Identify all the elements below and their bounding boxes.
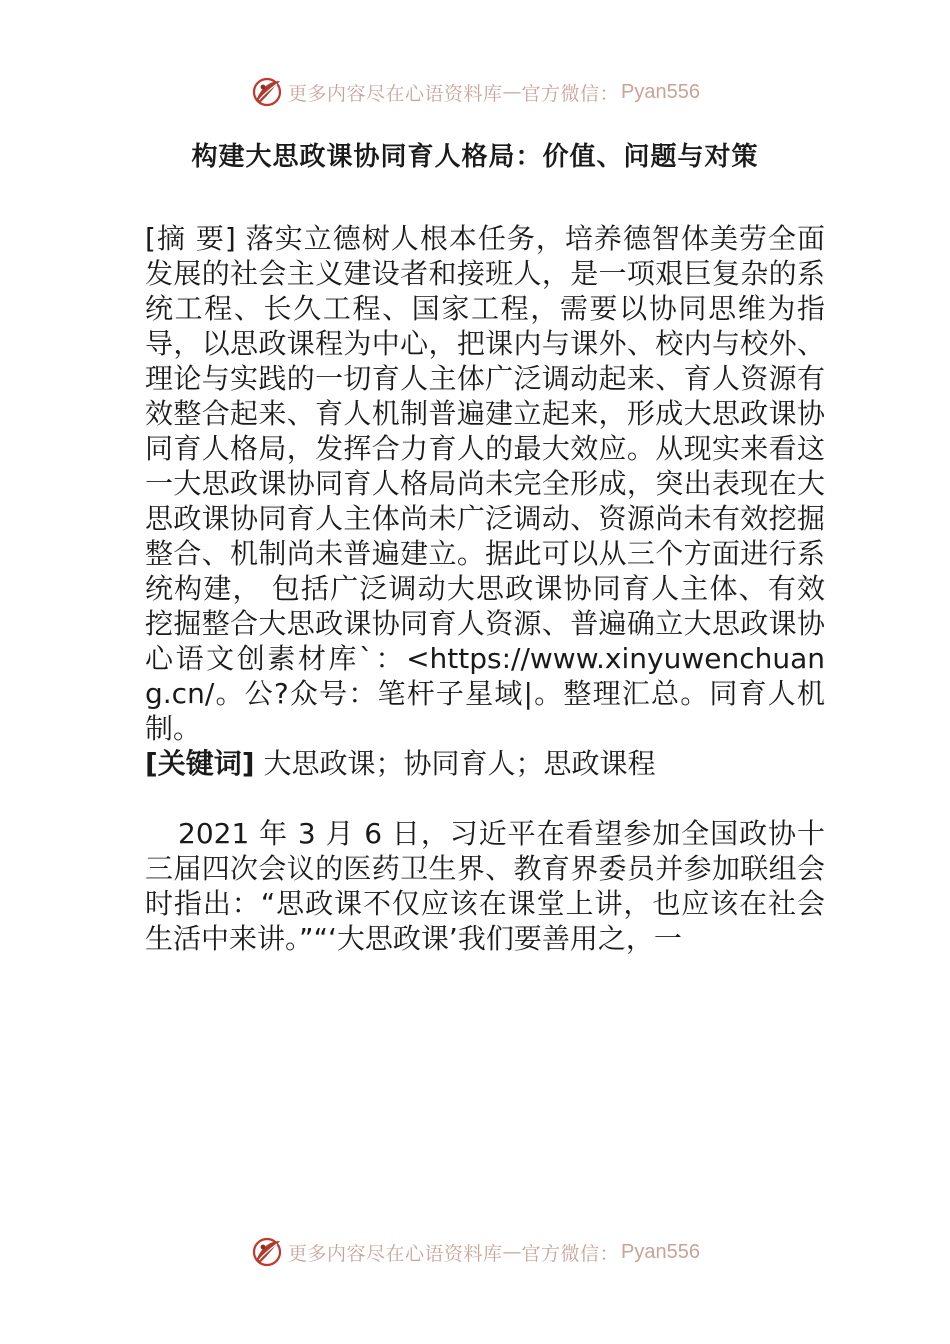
abstract-paragraph [145,221,825,746]
footer-wechat-id: Pyan556 [621,1240,700,1263]
keywords-text: 大思政课；协同育人；思政课程 [254,747,656,780]
header-wechat-id: Pyan556 [621,80,700,103]
document-content [145,221,825,956]
keywords-label: [关键词] [145,747,255,780]
footer-separator: — [502,1241,522,1263]
header-separator: — [502,81,522,103]
header-wechat-label: 官方微信： [521,82,620,105]
footer-wechat-label: 官方微信： [521,1242,620,1265]
header-watermark-text: 更多内容尽在心语资料库 [288,82,503,105]
leaf-logo-icon [250,1235,284,1269]
keywords-paragraph [145,746,825,781]
abstract-label: [摘 要] [145,222,236,255]
footer-watermark-text: 更多内容尽在心语资料库 [288,1242,503,1265]
header-watermark [0,72,950,112]
document-title: 构建大思政课协同育人格局：价值、问题与对策 [191,142,759,172]
footer-watermark [0,1232,950,1272]
abstract-text: 落实立德树人根本任务，培养德智体美劳全面发展的社会主义建设者和接班人，是一项艰巨复杂的系统工程、长久工程、国家工程，需要以协同思维为指导，以思政课程为中心，把课内与课外、校内与校外、理论与实践的一切育人主体广泛调动起来、育人资源有效整合起来、育人机制普遍建立起来，形成大思政课协同育人格局，发挥合力育人的最大效应。从现实来看这一大思政课协同育人格局尚未完全形成，突出表现在大思政课协同育人主体尚未广泛调动、资源尚未有效挖掘整合、机制尚未普遍建立。据此可以从三个方面进行系统构建， 包括广泛调动大思政课协同育人主体、有效挖掘整合大思政课协同育人资源、普遍确立大思政课协心语文创素材库`：<https://www.xinyuwenchuang.cn/。公?众号：笔杆子星域|。整理汇总。同育人机制。 [145,222,826,745]
body-paragraph: 2021 年 3 月 6 日，习近平在看望参加全国政协十三届四次会议的医药卫生界、教育界委员并参加联组会时指出：“思政课不仅应该在课堂上讲，也应该在社会生活中来讲。”“‘大思政课’我们要善用之，一 [145,817,825,955]
leaf-logo-icon [250,75,284,109]
